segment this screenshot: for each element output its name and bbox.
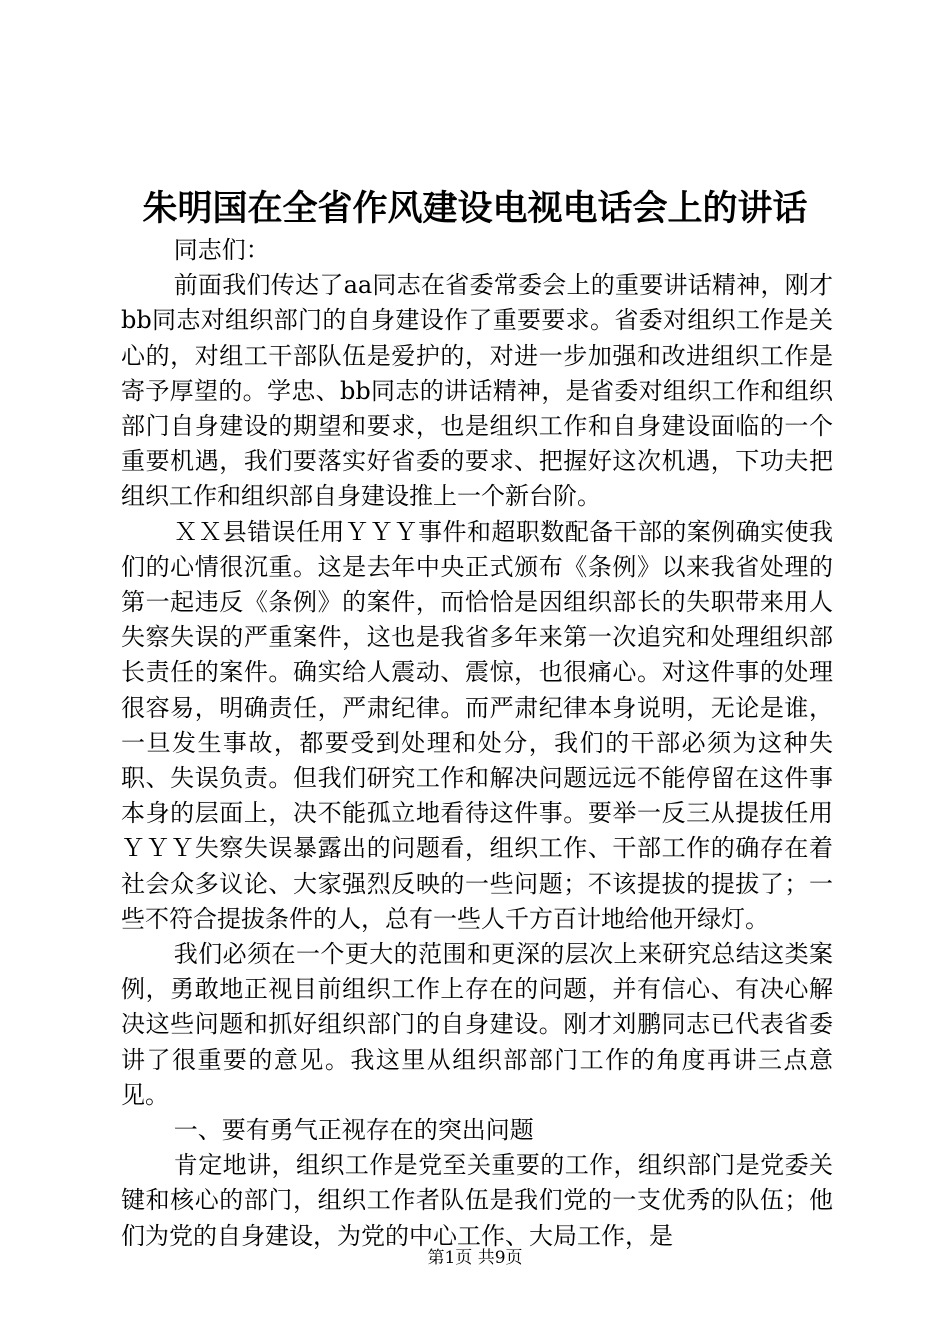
body-paragraph: 肯定地讲，组织工作是党至关重要的工作，组织部门是党委关键和核心的部门，组织工作者队伍是我们党的一支优秀的队伍；他们为党的自身建设，为党的中心工作、大局工作，是 — [121, 1151, 833, 1250]
salutation-paragraph: 同志们： — [173, 236, 270, 264]
body-paragraph: 前面我们传达了aa同志在省委常委会上的重要讲话精神，刚才bb同志对组织部门的自身建设作了重要要求。省委对组织工作是关心的，对组工干部队伍是爱护的，对进一步加强和改进组织工作是寄予厚望的。学忠、bb同志的讲话精神，是省委对组织工作和组织部门自身建设的期望和要求，也是组织工作和自身建设面临的一个重要机遇，我们要落实好省委的要求、把握好这次机遇，下功夫把组织工作和组织部自身建设推上一个新台阶。 — [121, 271, 833, 511]
section-heading: 一、要有勇气正视存在的突出问题 — [173, 1116, 534, 1145]
body-paragraph: 我们必须在一个更大的范围和更深的层次上来研究总结这类案例，勇敢地正视目前组织工作上存在的问题，并有信心、有决心解决这些问题和抓好组织部门的自身建设。刚才刘鹏同志已代表省委讲了很重要的意见。我这里从组织部部门工作的角度再讲三点意见。 — [121, 940, 833, 1109]
page-number-footer: 第1页 共9页 — [427, 1248, 523, 1268]
document-body — [121, 233, 833, 1254]
document-title: 朱明国在全省作风建设电视电话会上的讲话 — [142, 188, 808, 229]
body-paragraph: ＸＸ县错误任用ＹＹＹ事件和超职数配备干部的案例确实使我们的心情很沉重。这是去年中央正式颁布《条例》以来我省处理的第一起违反《条例》的案件，而恰恰是因组织部长的失职带来用人失察失误的严重案件，这也是我省多年来第一次追究和处理组织部长责任的案件。确实给人震动、震惊，也很痛心。对这件事的处理很容易，明确责任，严肃纪律。而严肃纪律本身说明，无论是谁，一旦发生事故，都要受到处理和处分，我们的干部必须为这种失职、失误负责。但我们研究工作和解决问题远远不能停留在这件事本身的层面上，决不能孤立地看待这件事。要举一反三从提拔任用ＹＹＹ失察失误暴露出的问题看，组织工作、干部工作的确存在着社会众多议论、大家强烈反映的一些问题；不该提拔的提拔了；一些不符合提拔条件的人，总有一些人千方百计地给他开绿灯。 — [121, 517, 833, 933]
